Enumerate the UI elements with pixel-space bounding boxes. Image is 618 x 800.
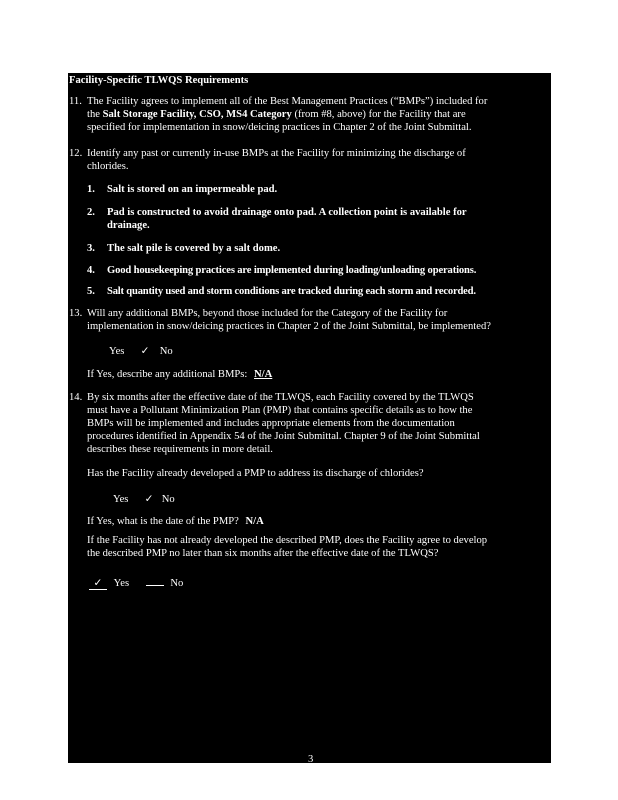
checkmark-icon: ✓ bbox=[140, 346, 150, 357]
item-12-text bbox=[87, 147, 547, 173]
item-14-answer bbox=[113, 493, 175, 506]
item-11-number: 11. bbox=[69, 96, 82, 107]
item-13-line: Will any additional BMPs, beyond those included for the Category of the Facility for bbox=[87, 308, 448, 319]
bmp-text: Good housekeeping practices are implemented during loading/unloading operations. bbox=[107, 265, 477, 276]
pmp-question: Has the Facility already developed a PMP to address its discharge of chlorides? bbox=[87, 468, 424, 479]
bmp-number: 5. bbox=[87, 286, 95, 297]
pmp-date-label: If Yes, what is the date of the PMP? bbox=[87, 516, 239, 527]
checkmark-icon: ✓ bbox=[144, 494, 154, 505]
item-13-line: implementation in snow/deicing practices in Chapter 2 of the Joint Submittal, be implemented? bbox=[87, 321, 491, 332]
develop-pmp-question bbox=[87, 534, 542, 560]
item-11-line: The Facility agrees to implement all of the Best Management Practices (“BMPs”) included for bbox=[87, 96, 488, 107]
bmp-number: 2. bbox=[87, 207, 95, 218]
bmp-text: Salt quantity used and storm conditions are tracked during each storm and recorded. bbox=[107, 286, 476, 297]
item-14-line: By six months after the effective date of the TLWQS, each Facility covered by the TLWQS bbox=[87, 392, 474, 403]
item-12-number: 12. bbox=[69, 148, 83, 159]
document-page bbox=[68, 73, 551, 763]
no-option: No bbox=[170, 578, 184, 589]
develop-pmp-line: the described PMP no later than six months after the effective date of the TLWQS? bbox=[87, 548, 439, 559]
item-13-number: 13. bbox=[69, 308, 83, 319]
bmp-number: 1. bbox=[87, 184, 95, 195]
item-12-line: Identify any past or currently in-use BMPs at the Facility for minimizing the discharge of bbox=[87, 148, 466, 159]
pmp-date-value[interactable]: N/A bbox=[245, 516, 264, 527]
no-checkbox[interactable] bbox=[146, 573, 164, 586]
item-14-line: procedures identified in Appendix 54 of the Joint Submittal. Chapter 9 of the Joint Submittal bbox=[87, 431, 480, 442]
yes-option[interactable]: Yes bbox=[109, 346, 125, 357]
item-14-text bbox=[87, 391, 547, 456]
item-11-line-pre: the bbox=[87, 109, 103, 120]
pmp-date-row bbox=[87, 515, 264, 528]
yes-option[interactable]: Yes bbox=[113, 494, 129, 505]
yes-option: Yes bbox=[113, 578, 130, 589]
item-11-line: specified for implementation in snow/deicing practices in Chapter 2 of the Joint Submittal. bbox=[87, 122, 472, 133]
item-13-answer bbox=[109, 345, 173, 358]
item-11-line-post: (from #8, above) for the Facility that are bbox=[291, 109, 466, 120]
bmp-text: The salt pile is covered by a salt dome. bbox=[107, 243, 281, 254]
develop-pmp-answer bbox=[89, 573, 183, 590]
yes-checkbox[interactable]: ✓ bbox=[89, 577, 107, 590]
bmp-text-block bbox=[107, 206, 549, 232]
page-number: 3 bbox=[308, 754, 314, 765]
item-14-number: 14. bbox=[69, 392, 83, 403]
bmp-text: Salt is stored on an impermeable pad. bbox=[107, 184, 278, 195]
item-11-line bbox=[87, 108, 547, 121]
item-14-line: describes these requirements in more detail. bbox=[87, 444, 273, 455]
bmp-text-continued: drainage. bbox=[107, 220, 150, 231]
develop-pmp-line: If the Facility has not already developed the described PMP, does the Facility agree to develop bbox=[87, 535, 488, 546]
item-14-line: must have a Pollutant Minimization Plan (PMP) that contains specific details as to how the bbox=[87, 405, 473, 416]
bmp-number: 4. bbox=[87, 265, 95, 276]
item-12-line: chlorides. bbox=[87, 161, 129, 172]
item-14-line: BMPs will be implemented and includes appropriate elements from the documentation bbox=[87, 418, 455, 429]
section-heading: Facility-Specific TLWQS Requirements bbox=[69, 75, 249, 86]
no-option[interactable]: No bbox=[161, 494, 175, 505]
additional-bmps-value[interactable]: N/A bbox=[254, 369, 273, 380]
item-13-text bbox=[87, 307, 547, 333]
additional-bmps-label: If Yes, describe any additional BMPs: bbox=[87, 369, 248, 380]
item-11-text bbox=[87, 95, 547, 134]
no-option[interactable]: No bbox=[159, 346, 173, 357]
additional-bmps-row bbox=[87, 368, 272, 381]
bmp-number: 3. bbox=[87, 243, 95, 254]
category-name: Salt Storage Facility, CSO, MS4 Category bbox=[102, 109, 292, 120]
bmp-text: Pad is constructed to avoid drainage onto pad. A collection point is available for bbox=[107, 207, 467, 218]
